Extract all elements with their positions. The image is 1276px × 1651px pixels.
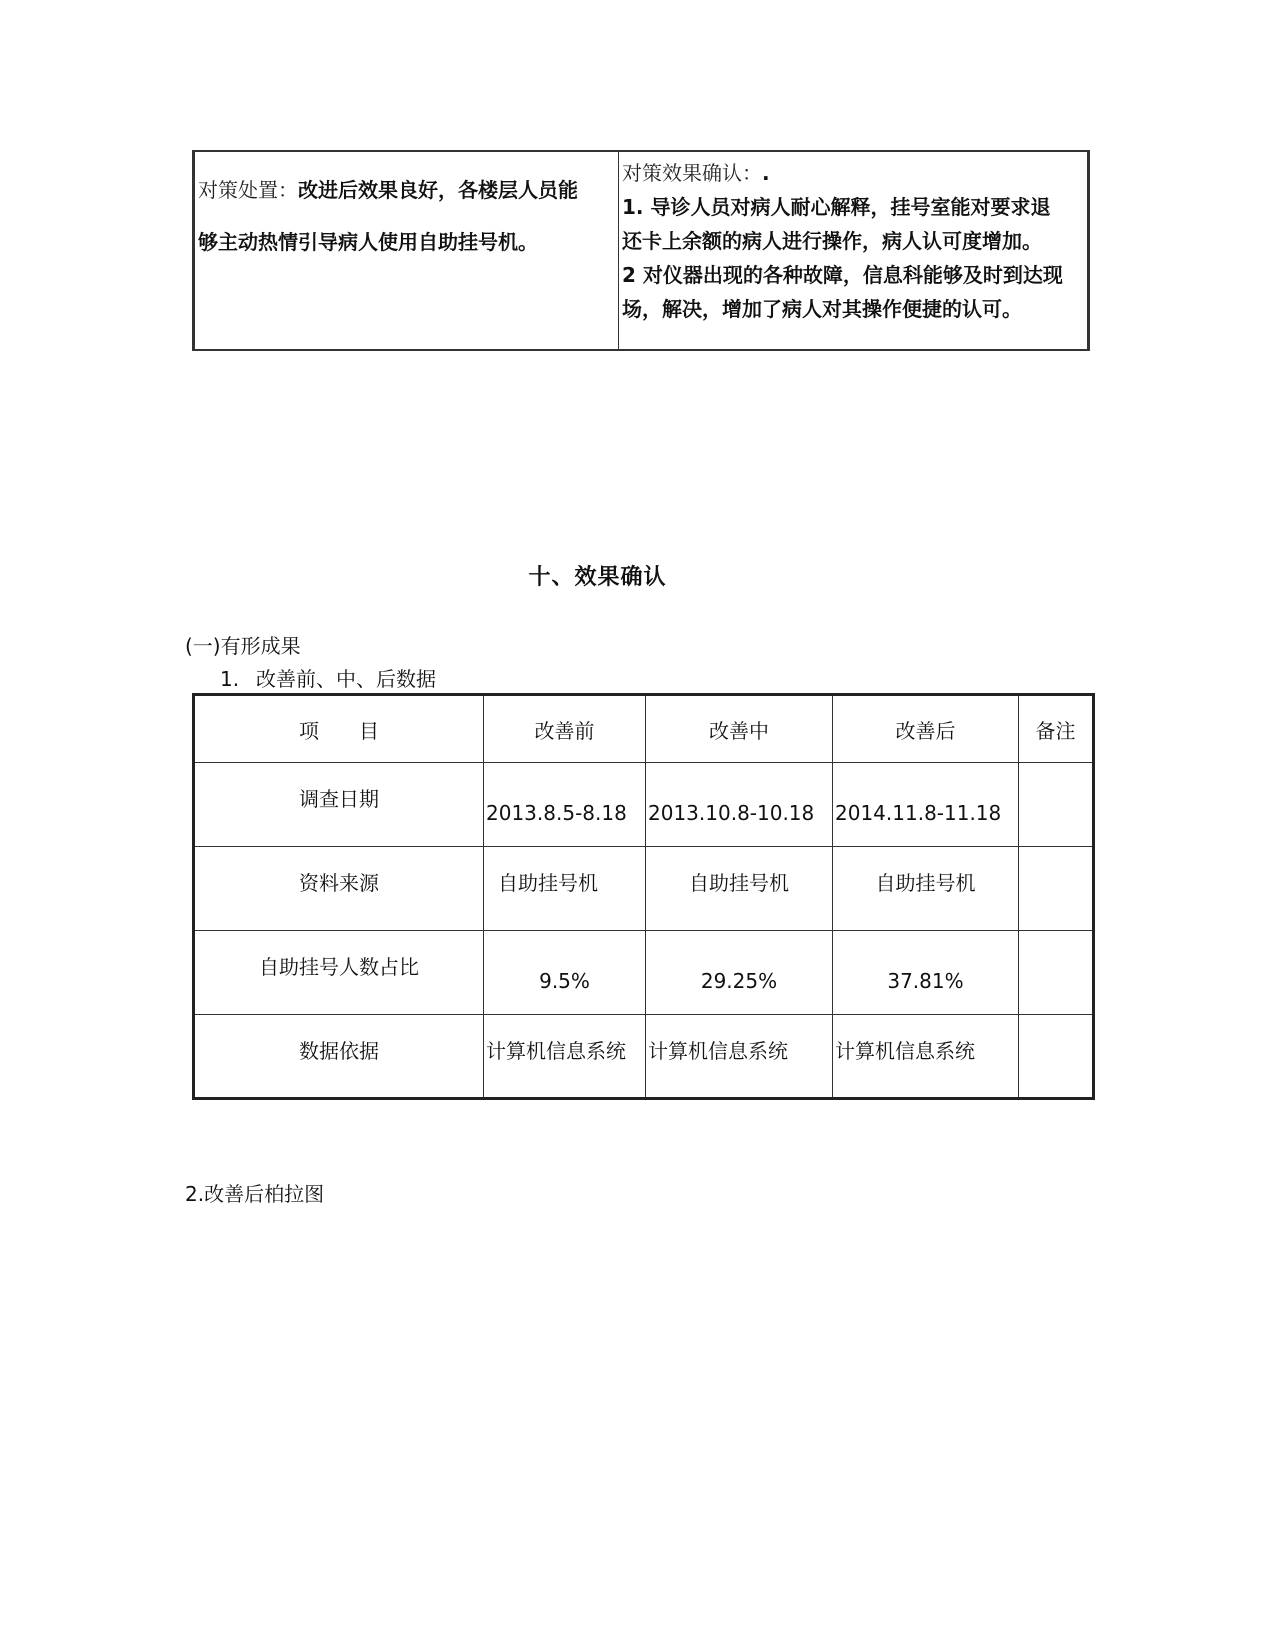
row-label: 调查日期 bbox=[194, 763, 484, 847]
section-title: 十、效果确认 bbox=[528, 565, 667, 590]
cell-note bbox=[1019, 931, 1094, 1015]
row-label: 资料来源 bbox=[194, 847, 484, 931]
cell-during: 自助挂号机 bbox=[646, 847, 833, 931]
disposal-label: 对策处置： bbox=[198, 178, 298, 202]
cell-during: 计算机信息系统 bbox=[646, 1015, 833, 1099]
list-item-number: 1. bbox=[220, 667, 240, 691]
cell-before: 9.5% bbox=[484, 931, 646, 1015]
table-header-row bbox=[194, 695, 1094, 763]
improvement-data-table bbox=[192, 693, 1095, 1100]
cell-note bbox=[1019, 847, 1094, 931]
header-cell-before: 改善前 bbox=[484, 695, 646, 763]
cell-after: 计算机信息系统 bbox=[833, 1015, 1019, 1099]
list-item-1 bbox=[220, 663, 436, 692]
countermeasure-effect-cell bbox=[622, 156, 1090, 326]
cell-during: 2013.10.8-10.18 bbox=[646, 763, 833, 847]
cell-before: 自助挂号机 bbox=[484, 847, 646, 931]
cell-after: 37.81% bbox=[833, 931, 1019, 1015]
table-row bbox=[194, 931, 1094, 1015]
effect-line: 还卡上余额的病人进行操作，病人认可度增加。 bbox=[622, 229, 1042, 253]
column-divider bbox=[618, 152, 619, 349]
effect-label-suffix: . bbox=[762, 161, 770, 185]
disposal-text-line1: 改进后效果良好，各楼层人员能 bbox=[298, 178, 578, 202]
cell-before: 2013.8.5-8.18 bbox=[484, 763, 646, 847]
subsection-heading: (一)有形成果 bbox=[185, 634, 301, 658]
cell-note bbox=[1019, 763, 1094, 847]
table-row bbox=[194, 847, 1094, 931]
table-row bbox=[194, 763, 1094, 847]
cell-during: 29.25% bbox=[646, 931, 833, 1015]
cell-after: 2014.11.8-11.18 bbox=[833, 763, 1019, 847]
header-cell-note: 备注 bbox=[1019, 695, 1094, 763]
cell-before: 计算机信息系统 bbox=[484, 1015, 646, 1099]
table-row bbox=[194, 1015, 1094, 1099]
cell-after: 自助挂号机 bbox=[833, 847, 1019, 931]
countermeasure-disposal-cell bbox=[198, 164, 613, 268]
header-cell-item: 项 目 bbox=[194, 695, 484, 763]
cell-note bbox=[1019, 1015, 1094, 1099]
countermeasure-table bbox=[192, 150, 1090, 351]
list-item-text: 改善前、中、后数据 bbox=[256, 667, 436, 691]
effect-line: 1. 导诊人员对病人耐心解释，挂号室能对要求退 bbox=[622, 195, 1051, 219]
row-label: 数据依据 bbox=[194, 1015, 484, 1099]
effect-label: 对策效果确认： bbox=[622, 161, 762, 185]
header-cell-after: 改善后 bbox=[833, 695, 1019, 763]
row-label: 自助挂号人数占比 bbox=[194, 931, 484, 1015]
pareto-chart-heading: 2.改善后柏拉图 bbox=[185, 1182, 325, 1206]
header-cell-during: 改善中 bbox=[646, 695, 833, 763]
effect-line: 2 对仪器出现的各种故障，信息科能够及时到达现 bbox=[622, 263, 1063, 287]
disposal-text-line2: 够主动热情引导病人使用自助挂号机。 bbox=[198, 230, 538, 254]
effect-line: 场，解决，增加了病人对其操作便捷的认可。 bbox=[622, 297, 1022, 321]
